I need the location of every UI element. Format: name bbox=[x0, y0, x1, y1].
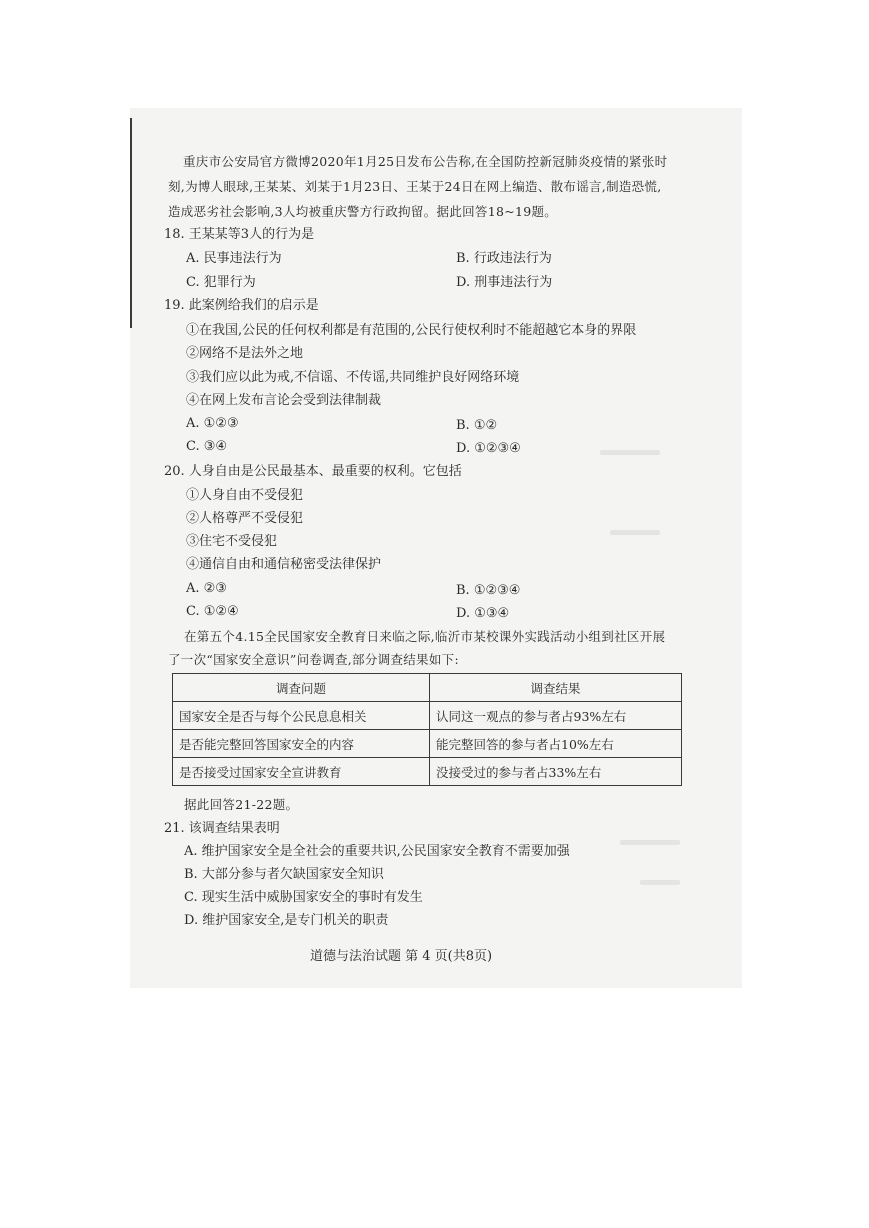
q19-option-a: A. ①②③ bbox=[186, 416, 239, 431]
q19-statement-3: ③我们应以此为戒,不信谣、不传谣,共同维护良好网络环境 bbox=[186, 370, 520, 385]
q21-option-a: A. 维护国家安全是全社会的重要共识,公民国家安全教育不需要加强 bbox=[184, 844, 570, 859]
table-row bbox=[173, 758, 682, 786]
survey-header-question: 调查问题 bbox=[173, 674, 430, 702]
q21-option-b: B. 大部分参与者欠缺国家安全知识 bbox=[184, 867, 384, 882]
q19-statement-2: ②网络不是法外之地 bbox=[186, 346, 304, 361]
q20-option-c: C. ①②④ bbox=[186, 604, 239, 619]
q19-stem: 19. 此案例给我们的启示是 bbox=[164, 298, 319, 313]
q19-option-b: B. ①② bbox=[456, 418, 498, 433]
page-edge-line bbox=[130, 118, 132, 328]
q20-stem: 20. 人身自由是公民最基本、最重要的权利。它包括 bbox=[164, 464, 462, 479]
q20-option-d: D. ①③④ bbox=[456, 606, 510, 621]
survey-question-cell: 是否能完整回答国家安全的内容 bbox=[173, 730, 430, 758]
survey-question-cell: 国家安全是否与每个公民息息相关 bbox=[173, 702, 430, 730]
page-footer: 道德与法治试题 第 4 页(共8页) bbox=[310, 949, 493, 964]
q18-option-c: C. 犯罪行为 bbox=[186, 275, 256, 290]
table-row bbox=[173, 730, 682, 758]
bleed-through-mark bbox=[620, 840, 680, 845]
survey-result-cell: 能完整回答的参与者占10%左右 bbox=[430, 730, 682, 758]
q21-stem: 21. 该调查结果表明 bbox=[164, 821, 280, 836]
bleed-through-mark bbox=[640, 880, 680, 885]
q19-option-d: D. ①②③④ bbox=[456, 441, 521, 456]
q19-option-c: C. ③④ bbox=[186, 439, 228, 454]
q19-statement-4: ④在网上发布言论会受到法律制裁 bbox=[186, 393, 382, 408]
survey-table-header-row bbox=[173, 674, 682, 702]
q18-option-d: D. 刑事违法行为 bbox=[456, 275, 553, 290]
q20-option-b: B. ①②③④ bbox=[456, 583, 521, 598]
bleed-through-mark bbox=[610, 530, 660, 535]
q21-option-c: C. 现实生活中威胁国家安全的事时有发生 bbox=[184, 890, 423, 905]
survey-intro-line-2: 了一次“国家安全意识”问卷调查,部分调查结果如下: bbox=[168, 652, 459, 667]
q20-statement-4: ④通信自由和通信秘密受法律保护 bbox=[186, 557, 382, 572]
intro-line-1: 重庆市公安局官方微博2020年1月25日发布公告称,在全国防控新冠肺炎疫情的紧张时 bbox=[183, 154, 668, 169]
intro-line-2: 刻,为博人眼球,王某某、刘某于1月23日、王某于24日在网上编造、散布谣言,制造恐慌, bbox=[168, 179, 662, 194]
intro-line-3: 造成恶劣社会影响,3人均被重庆警方行政拘留。据此回答18~19题。 bbox=[168, 204, 558, 219]
q21-option-d: D. 维护国家安全,是专门机关的职责 bbox=[184, 913, 389, 928]
q20-statement-1: ①人身自由不受侵犯 bbox=[186, 488, 304, 503]
survey-result-cell: 认同这一观点的参与者占93%左右 bbox=[430, 702, 682, 730]
q20-statement-3: ③住宅不受侵犯 bbox=[186, 534, 278, 549]
q18-option-b: B. 行政违法行为 bbox=[456, 251, 552, 266]
q20-option-a: A. ②③ bbox=[186, 581, 227, 596]
q18-option-a: A. 民事违法行为 bbox=[186, 251, 282, 266]
q19-statement-1: ①在我国,公民的任何权利都是有范围的,公民行使权利时不能超越它本身的界限 bbox=[186, 323, 637, 338]
survey-after-text: 据此回答21-22题。 bbox=[184, 797, 299, 812]
survey-header-result: 调查结果 bbox=[430, 674, 682, 702]
table-row bbox=[173, 702, 682, 730]
survey-intro-line-1: 在第五个4.15全民国家安全教育日来临之际,临沂市某校课外实践活动小组到社区开展 bbox=[184, 629, 666, 644]
q18-stem: 18. 王某某等3人的行为是 bbox=[164, 227, 315, 242]
q20-statement-2: ②人格尊严不受侵犯 bbox=[186, 511, 304, 526]
survey-table bbox=[172, 673, 682, 786]
survey-result-cell: 没接受过的参与者占33%左右 bbox=[430, 758, 682, 786]
survey-question-cell: 是否接受过国家安全宣讲教育 bbox=[173, 758, 430, 786]
bleed-through-mark bbox=[600, 450, 660, 455]
